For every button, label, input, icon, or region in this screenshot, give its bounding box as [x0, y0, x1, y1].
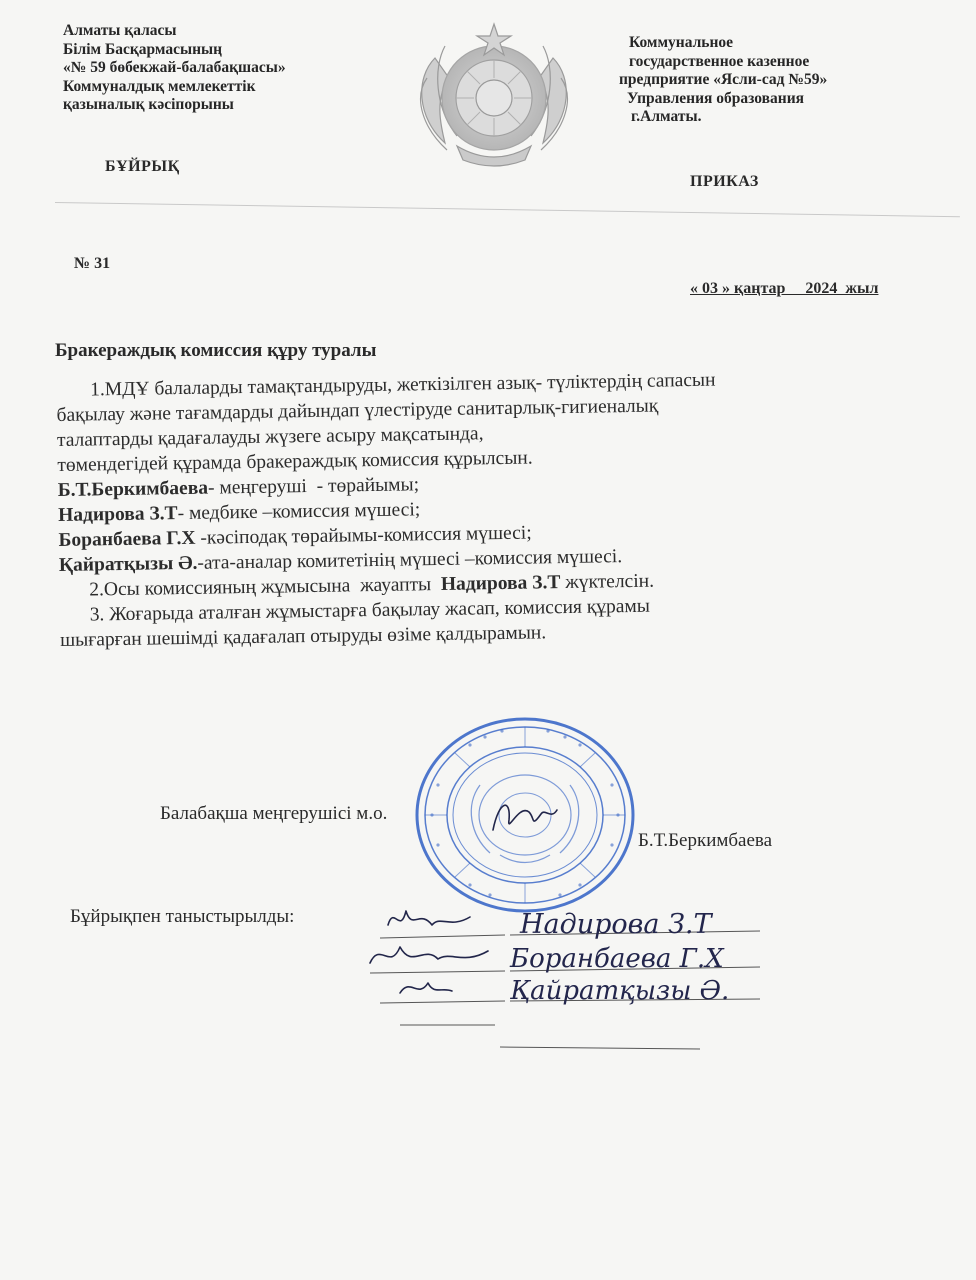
order-subject: Бракераждық комиссия құру туралы	[55, 340, 377, 361]
header-right-line: Коммунальное	[629, 34, 734, 51]
header-left-line: Алматы қаласы	[63, 22, 177, 39]
acquainted-signatures	[360, 895, 780, 1065]
member-name: Қайратқызы Ә.	[58, 552, 198, 576]
header-left-org	[63, 22, 286, 115]
director-name: Б.Т.Беркимбаева	[638, 830, 773, 851]
body-line: шығарған шешімді қадағалап отыруды өзіме қалдырамын.	[59, 622, 547, 651]
body-line: 1.МДҰ балаларды тамақтандыруды, жеткізілген азық- түліктердің сапасын	[90, 369, 716, 401]
order-title-kz: БҰЙРЫҚ	[105, 158, 180, 175]
header-left-line: Білім Басқармасының	[63, 40, 223, 58]
header-left-line: Коммуналдық мемлекеттік	[63, 77, 256, 95]
p2-prefix: 2.Осы комиссияның жұмысына жауапты	[89, 573, 442, 601]
header-divider	[55, 202, 960, 217]
header-right-line: государственное казенное	[629, 52, 810, 70]
state-emblem-icon	[405, 18, 583, 168]
member-name: Боранбаева Г.Х	[58, 527, 196, 551]
p2-name: Надирова З.Т	[440, 572, 561, 595]
acquainted-label: Бұйрықпен таныстырылды:	[70, 906, 295, 927]
body-line: төмендегідей құрамда бракераждық комиссия құрылсын.	[57, 447, 533, 476]
header-right-line: предприятие «Ясли-сад №59»	[619, 71, 828, 88]
header-right-line: г.Алматы.	[631, 108, 702, 125]
member-name: Надирова З.Т	[57, 503, 178, 526]
seal-mark: м.о.	[356, 803, 388, 824]
header-right-line: Управления образования	[627, 89, 805, 107]
body-line: 3. Жоғарыда аталған жұмыстарға бақылау жасап, комиссия құрамы	[89, 595, 651, 626]
member-role: - медбике –комиссия мүшесі;	[177, 499, 421, 525]
handwritten-name: Қайратқызы Ә.	[510, 976, 730, 1006]
director-signature	[485, 790, 565, 840]
header-left-line: қазыналық кәсіпорыны	[63, 96, 234, 113]
body-line: бақылау және тағамдарды дайындап үлестіруде санитарлық-гигиеналық	[56, 395, 659, 426]
director-position	[160, 803, 387, 825]
order-number: № 31	[74, 255, 111, 272]
header-right-org	[619, 34, 827, 127]
director-title: Балабақша меңгерушісі	[160, 803, 352, 824]
order-body	[56, 368, 720, 653]
member-role: -кәсіподақ төрайымы-комиссия мүшесі;	[195, 522, 532, 549]
member-name: Б.Т.Беркимбаева	[57, 477, 209, 501]
handwritten-name: Надирова З.Т	[520, 909, 712, 940]
order-title-ru: ПРИКАЗ	[690, 173, 759, 190]
p2-suffix: жүктелсін.	[560, 570, 655, 594]
order-date: « 03 » қаңтар 2024 жыл	[690, 280, 879, 297]
handwritten-name: Боранбаева Г.Х	[510, 944, 724, 974]
body-line: талаптарды қадағалауды жүзеге асыру мақсатында,	[56, 423, 484, 451]
member-role: - меңгеруші - төрайымы;	[207, 474, 420, 499]
header-left-line: «№ 59 бөбекжай-балабақшасы»	[63, 59, 286, 76]
member-role: -ата-аналар комитетінің мүшесі –комиссия мүшесі.	[197, 546, 623, 574]
